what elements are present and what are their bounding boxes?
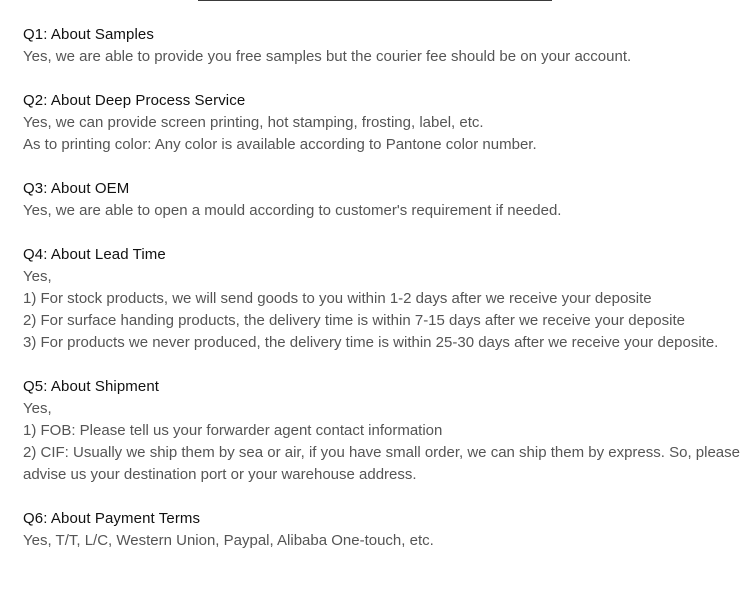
faq-item-shipment <box>23 376 738 486</box>
faq-question: Q3: About OEM <box>23 180 130 197</box>
faq-list <box>23 24 738 574</box>
faq-item-payment-terms <box>23 508 738 552</box>
faq-answer-line: 2) For surface handing products, the delivery time is within 7-15 days after we receive your deposite <box>23 312 685 329</box>
faq-question: Q1: About Samples <box>23 26 154 43</box>
faq-answer-line: Yes, we are able to open a mould according to customer's requirement if needed. <box>23 202 562 219</box>
faq-question: Q4: About Lead Time <box>23 246 166 263</box>
faq-item-samples <box>23 24 738 68</box>
faq-question: Q6: About Payment Terms <box>23 510 201 527</box>
faq-answer-line: 1) FOB: Please tell us your forwarder agent contact information <box>23 422 443 439</box>
faq-answer-line: 2) CIF: Usually we ship them by sea or air, if you have small order, we can ship them by express. So, please <box>23 444 740 461</box>
faq-answer-line: Yes, T/T, L/C, Western Union, Paypal, Alibaba One-touch, etc. <box>23 532 434 549</box>
faq-answer-line: As to printing color: Any color is available according to Pantone color number. <box>23 136 537 153</box>
faq-item-lead-time <box>23 244 738 354</box>
faq-question: Q5: About Shipment <box>23 378 160 395</box>
faq-item-oem <box>23 178 738 222</box>
faq-answer-line: 1) For stock products, we will send goods to you within 1-2 days after we receive your deposite <box>23 290 652 307</box>
faq-answer-line: advise us your destination port or your warehouse address. <box>23 466 417 483</box>
faq-answer-line: Yes, <box>23 400 52 417</box>
faq-answer-line: Yes, we can provide screen printing, hot stamping, frosting, label, etc. <box>23 114 484 131</box>
faq-item-deep-process <box>23 90 738 156</box>
top-divider <box>198 0 552 1</box>
faq-answer-line: Yes, we are able to provide you free samples but the courier fee should be on your account. <box>23 48 632 65</box>
faq-question: Q2: About Deep Process Service <box>23 92 246 109</box>
faq-answer-line: 3) For products we never produced, the delivery time is within 25-30 days after we receive your deposite. <box>23 334 719 351</box>
faq-answer-line: Yes, <box>23 268 52 285</box>
